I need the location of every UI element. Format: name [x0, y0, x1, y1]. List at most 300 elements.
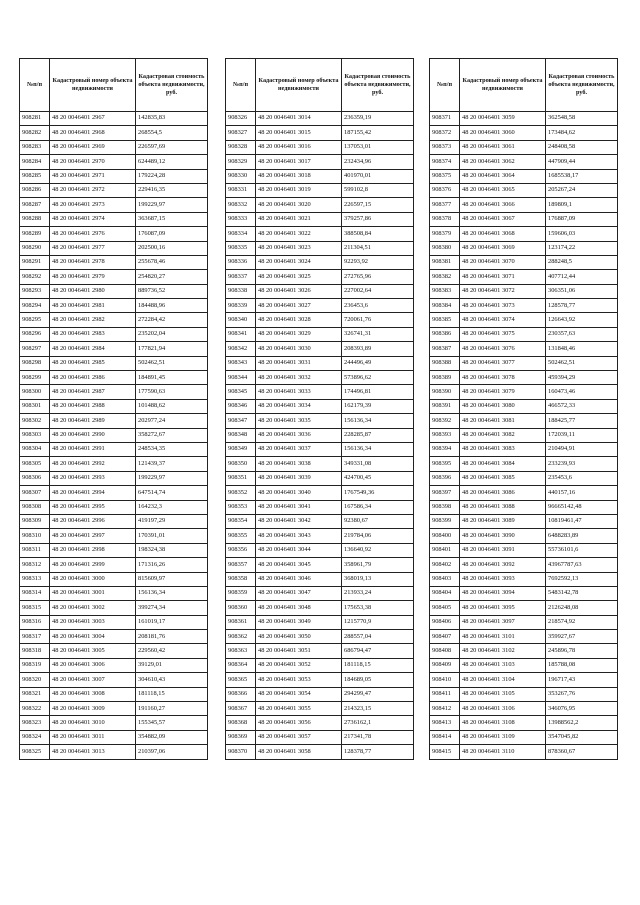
row-number: 908281: [20, 112, 50, 126]
cadastral-number: 48 20 0046401 3102: [460, 644, 546, 658]
row-number: 908363: [226, 644, 256, 658]
cadastral-number: 48 20 0046401 2993: [50, 471, 136, 485]
row-number: 908355: [226, 529, 256, 543]
row-number: 908300: [20, 385, 50, 399]
header-cadastral-number: Кадастровый номер объекта недвижимости: [256, 59, 342, 112]
row-number: 908286: [20, 183, 50, 197]
table-row: [226, 500, 414, 514]
row-number: 908339: [226, 299, 256, 313]
row-number: 908402: [430, 558, 460, 572]
table-row: [20, 327, 208, 341]
cadastral-value: 184488,96: [136, 299, 208, 313]
cadastral-number: 48 20 0046401 3040: [256, 486, 342, 500]
table-row: [430, 615, 618, 629]
cadastral-value: 164232,3: [136, 500, 208, 514]
table-row: [430, 471, 618, 485]
table-row: [20, 212, 208, 226]
row-number: 908393: [430, 428, 460, 442]
cadastral-number: 48 20 0046401 3056: [256, 716, 342, 730]
cadastral-number: 48 20 0046401 2978: [50, 255, 136, 269]
row-number: 908360: [226, 601, 256, 615]
cadastral-number: 48 20 0046401 3038: [256, 457, 342, 471]
table-row: [226, 745, 414, 759]
cadastral-value: 218574,92: [546, 615, 618, 629]
cadastral-number: 48 20 0046401 3059: [460, 112, 546, 126]
table-row: [20, 227, 208, 241]
cadastral-value: 210494,91: [546, 442, 618, 456]
table-row: [430, 558, 618, 572]
cadastral-value: 5483142,78: [546, 586, 618, 600]
cadastral-value: 176087,09: [136, 227, 208, 241]
cadastral-value: 173484,62: [546, 126, 618, 140]
table-row: [20, 198, 208, 212]
cadastral-number: 48 20 0046401 3028: [256, 313, 342, 327]
table-row: [430, 486, 618, 500]
table-row: [226, 442, 414, 456]
table-row: [430, 442, 618, 456]
table-row: [430, 601, 618, 615]
row-number: 908350: [226, 457, 256, 471]
table-row: [430, 342, 618, 356]
header-num: №п/п: [430, 59, 460, 112]
cadastral-number: 48 20 0046401 3010: [50, 716, 136, 730]
row-number: 908362: [226, 630, 256, 644]
row-number: 908295: [20, 313, 50, 327]
cadastral-value: 188425,77: [546, 414, 618, 428]
cadastral-number: 48 20 0046401 3090: [460, 529, 546, 543]
cadastral-value: 226597,15: [342, 198, 414, 212]
cadastral-number: 48 20 0046401 3026: [256, 284, 342, 298]
cadastral-number: 48 20 0046401 3014: [256, 112, 342, 126]
cadastral-value: 191160,27: [136, 702, 208, 716]
cadastral-value: 235202,04: [136, 327, 208, 341]
row-number: 908388: [430, 356, 460, 370]
table-row: [430, 529, 618, 543]
table-row: [430, 255, 618, 269]
row-number: 908361: [226, 615, 256, 629]
row-number: 908282: [20, 126, 50, 140]
table-row: [20, 658, 208, 672]
row-number: 908356: [226, 543, 256, 557]
cadastral-value: 268554,5: [136, 126, 208, 140]
header-cadastral-value: Кадастровая стоимость объекта недвижимости, руб.: [342, 59, 414, 112]
cadastral-number: 48 20 0046401 3047: [256, 586, 342, 600]
row-number: 908307: [20, 486, 50, 500]
table-row: [226, 730, 414, 744]
table-row: [20, 514, 208, 528]
cadastral-value: 624489,12: [136, 155, 208, 169]
cadastral-value: 440157,16: [546, 486, 618, 500]
cadastral-number: 48 20 0046401 2988: [50, 399, 136, 413]
table-row: [430, 212, 618, 226]
cadastral-number: 48 20 0046401 3094: [460, 586, 546, 600]
cadastral-number: 48 20 0046401 3023: [256, 241, 342, 255]
cadastral-value: 447909,44: [546, 155, 618, 169]
row-number: 908331: [226, 183, 256, 197]
table-row: [430, 356, 618, 370]
row-number: 908327: [226, 126, 256, 140]
row-number: 908373: [430, 140, 460, 154]
row-number: 908299: [20, 371, 50, 385]
row-number: 908340: [226, 313, 256, 327]
cadastral-value: 363687,15: [136, 212, 208, 226]
table-row: [226, 615, 414, 629]
table-row: [226, 198, 414, 212]
cadastral-number: 48 20 0046401 3079: [460, 385, 546, 399]
table-row: [20, 428, 208, 442]
table-row: [20, 169, 208, 183]
table-row: [20, 486, 208, 500]
cadastral-value: 174496,81: [342, 385, 414, 399]
cadastral-number: 48 20 0046401 3074: [460, 313, 546, 327]
cadastral-table-2: [225, 58, 414, 760]
cadastral-number: 48 20 0046401 3062: [460, 155, 546, 169]
cadastral-value: 202977,24: [136, 414, 208, 428]
row-number: 908311: [20, 543, 50, 557]
cadastral-value: 2736162,1: [342, 716, 414, 730]
row-number: 908316: [20, 615, 50, 629]
cadastral-value: 176887,09: [546, 212, 618, 226]
cadastral-value: 686794,47: [342, 644, 414, 658]
cadastral-value: 502462,51: [136, 356, 208, 370]
row-number: 908352: [226, 486, 256, 500]
row-number: 908411: [430, 687, 460, 701]
table-row: [20, 270, 208, 284]
cadastral-value: 185788,08: [546, 658, 618, 672]
cadastral-value: 229560,42: [136, 644, 208, 658]
cadastral-value: 175653,38: [342, 601, 414, 615]
cadastral-number: 48 20 0046401 3067: [460, 212, 546, 226]
cadastral-number: 48 20 0046401 3069: [460, 241, 546, 255]
cadastral-value: 388508,84: [342, 227, 414, 241]
cadastral-value: 205267,24: [546, 183, 618, 197]
row-number: 908284: [20, 155, 50, 169]
table-row: [20, 543, 208, 557]
cadastral-number: 48 20 0046401 3091: [460, 543, 546, 557]
table-row: [430, 313, 618, 327]
cadastral-value: 170391,01: [136, 529, 208, 543]
row-number: 908378: [430, 212, 460, 226]
cadastral-value: 326741,31: [342, 327, 414, 341]
row-number: 908387: [430, 342, 460, 356]
cadastral-value: 208181,76: [136, 630, 208, 644]
table-row: [226, 212, 414, 226]
table-row: [226, 486, 414, 500]
row-number: 908332: [226, 198, 256, 212]
cadastral-number: 48 20 0046401 3013: [50, 745, 136, 759]
table-row: [226, 270, 414, 284]
table-row: [430, 227, 618, 241]
row-number: 908397: [430, 486, 460, 500]
row-number: 908408: [430, 644, 460, 658]
cadastral-number: 48 20 0046401 2972: [50, 183, 136, 197]
cadastral-value: 159606,03: [546, 227, 618, 241]
cadastral-number: 48 20 0046401 3088: [460, 500, 546, 514]
cadastral-number: 48 20 0046401 3052: [256, 658, 342, 672]
cadastral-number: 48 20 0046401 3009: [50, 702, 136, 716]
cadastral-value: 156136,34: [342, 442, 414, 456]
row-number: 908303: [20, 428, 50, 442]
cadastral-number: 48 20 0046401 3021: [256, 212, 342, 226]
cadastral-number: 48 20 0046401 3015: [256, 126, 342, 140]
cadastral-number: 48 20 0046401 2990: [50, 428, 136, 442]
header-cadastral-number: Кадастровый номер объекта недвижимости: [460, 59, 546, 112]
table-row: [430, 543, 618, 557]
row-number: 908320: [20, 673, 50, 687]
row-number: 908380: [430, 241, 460, 255]
cadastral-value: 199229,97: [136, 471, 208, 485]
cadastral-value: 399274,34: [136, 601, 208, 615]
cadastral-number: 48 20 0046401 2984: [50, 342, 136, 356]
cadastral-value: 213933,24: [342, 586, 414, 600]
cadastral-value: 349331,08: [342, 457, 414, 471]
cadastral-number: 48 20 0046401 2992: [50, 457, 136, 471]
cadastral-number: 48 20 0046401 3029: [256, 327, 342, 341]
row-number: 908384: [430, 299, 460, 313]
cadastral-value: 401970,01: [342, 169, 414, 183]
row-number: 908347: [226, 414, 256, 428]
table-row: [226, 342, 414, 356]
row-number: 908354: [226, 514, 256, 528]
cadastral-value: 187155,42: [342, 126, 414, 140]
row-number: 908283: [20, 140, 50, 154]
table-row: [226, 457, 414, 471]
table-row: [20, 442, 208, 456]
row-number: 908346: [226, 399, 256, 413]
row-number: 908370: [226, 745, 256, 759]
row-number: 908326: [226, 112, 256, 126]
table-row: [20, 630, 208, 644]
table-header-row: [226, 59, 414, 112]
row-number: 908349: [226, 442, 256, 456]
row-number: 908302: [20, 414, 50, 428]
table-row: [226, 327, 414, 341]
cadastral-number: 48 20 0046401 3106: [460, 702, 546, 716]
row-number: 908318: [20, 644, 50, 658]
cadastral-value: 255678,46: [136, 255, 208, 269]
cadastral-value: 878360,67: [546, 745, 618, 759]
row-number: 908296: [20, 327, 50, 341]
row-number: 908333: [226, 212, 256, 226]
cadastral-number: 48 20 0046401 2976: [50, 227, 136, 241]
cadastral-value: 128578,77: [546, 299, 618, 313]
cadastral-value: 96665142,48: [546, 500, 618, 514]
cadastral-number: 48 20 0046401 2995: [50, 500, 136, 514]
cadastral-value: 196717,43: [546, 673, 618, 687]
cadastral-value: 189809,1: [546, 198, 618, 212]
row-number: 908367: [226, 702, 256, 716]
cadastral-number: 48 20 0046401 3064: [460, 169, 546, 183]
table-row: [20, 730, 208, 744]
row-number: 908406: [430, 615, 460, 629]
row-number: 908389: [430, 371, 460, 385]
row-number: 908359: [226, 586, 256, 600]
cadastral-value: 155345,57: [136, 716, 208, 730]
cadastral-number: 48 20 0046401 3039: [256, 471, 342, 485]
table-row: [430, 730, 618, 744]
cadastral-value: 245896,78: [546, 644, 618, 658]
row-number: 908398: [430, 500, 460, 514]
cadastral-number: 48 20 0046401 3032: [256, 371, 342, 385]
table-row: [20, 342, 208, 356]
cadastral-value: 304610,43: [136, 673, 208, 687]
header-cadastral-value: Кадастровая стоимость объекта недвижимости, руб.: [546, 59, 618, 112]
row-number: 908394: [430, 442, 460, 456]
cadastral-value: 121439,37: [136, 457, 208, 471]
cadastral-number: 48 20 0046401 3025: [256, 270, 342, 284]
cadastral-number: 48 20 0046401 3072: [460, 284, 546, 298]
cadastral-value: 1767549,36: [342, 486, 414, 500]
table-row: [226, 630, 414, 644]
cadastral-number: 48 20 0046401 3044: [256, 543, 342, 557]
cadastral-number: 48 20 0046401 3083: [460, 442, 546, 456]
cadastral-value: 171316,26: [136, 558, 208, 572]
cadastral-number: 48 20 0046401 2980: [50, 284, 136, 298]
row-number: 908297: [20, 342, 50, 356]
cadastral-number: 48 20 0046401 3018: [256, 169, 342, 183]
cadastral-number: 48 20 0046401 3035: [256, 414, 342, 428]
cadastral-number: 48 20 0046401 3019: [256, 183, 342, 197]
table-row: [20, 644, 208, 658]
row-number: 908305: [20, 457, 50, 471]
table-header-row: [430, 59, 618, 112]
table-row: [20, 112, 208, 126]
table-row: [20, 615, 208, 629]
cadastral-number: 48 20 0046401 2999: [50, 558, 136, 572]
table-row: [430, 112, 618, 126]
cadastral-value: 232434,96: [342, 155, 414, 169]
cadastral-value: 208393,89: [342, 342, 414, 356]
row-number: 908381: [430, 255, 460, 269]
cadastral-number: 48 20 0046401 3033: [256, 385, 342, 399]
cadastral-number: 48 20 0046401 3065: [460, 183, 546, 197]
table-row: [430, 716, 618, 730]
cadastral-number: 48 20 0046401 2997: [50, 529, 136, 543]
cadastral-value: 177590,63: [136, 385, 208, 399]
cadastral-number: 48 20 0046401 3095: [460, 601, 546, 615]
table-row: [20, 183, 208, 197]
row-number: 908412: [430, 702, 460, 716]
cadastral-value: 214323,15: [342, 702, 414, 716]
row-number: 908322: [20, 702, 50, 716]
table-row: [20, 299, 208, 313]
row-number: 908291: [20, 255, 50, 269]
row-number: 908329: [226, 155, 256, 169]
row-number: 908358: [226, 572, 256, 586]
cadastral-value: 92293,92: [342, 255, 414, 269]
table-row: [20, 399, 208, 413]
table-row: [430, 745, 618, 759]
cadastral-value: 358272,67: [136, 428, 208, 442]
table-row: [226, 428, 414, 442]
row-number: 908315: [20, 601, 50, 615]
table-row: [430, 658, 618, 672]
table-row: [20, 414, 208, 428]
cadastral-number: 48 20 0046401 3037: [256, 442, 342, 456]
cadastral-value: 6488283,89: [546, 529, 618, 543]
cadastral-number: 48 20 0046401 2967: [50, 112, 136, 126]
cadastral-number: 48 20 0046401 2979: [50, 270, 136, 284]
cadastral-number: 48 20 0046401 3051: [256, 644, 342, 658]
table-row: [226, 140, 414, 154]
table-row: [226, 687, 414, 701]
cadastral-value: 346076,95: [546, 702, 618, 716]
table-row: [20, 529, 208, 543]
cadastral-value: 235453,6: [546, 471, 618, 485]
row-number: 908306: [20, 471, 50, 485]
cadastral-number: 48 20 0046401 3002: [50, 601, 136, 615]
row-number: 908401: [430, 543, 460, 557]
cadastral-number: 48 20 0046401 3024: [256, 255, 342, 269]
header-num: №п/п: [226, 59, 256, 112]
cadastral-number: 48 20 0046401 3048: [256, 601, 342, 615]
row-number: 908285: [20, 169, 50, 183]
table-row: [226, 183, 414, 197]
table-row: [430, 327, 618, 341]
row-number: 908313: [20, 572, 50, 586]
row-number: 908395: [430, 457, 460, 471]
cadastral-value: 172039,11: [546, 428, 618, 442]
cadastral-value: 294299,47: [342, 687, 414, 701]
row-number: 908289: [20, 227, 50, 241]
cadastral-value: 230357,63: [546, 327, 618, 341]
cadastral-number: 48 20 0046401 3054: [256, 687, 342, 701]
cadastral-number: 48 20 0046401 3046: [256, 572, 342, 586]
cadastral-number: 48 20 0046401 3084: [460, 457, 546, 471]
cadastral-table-3: [429, 58, 618, 760]
cadastral-value: 199229,97: [136, 198, 208, 212]
cadastral-number: 48 20 0046401 3041: [256, 500, 342, 514]
cadastral-number: 48 20 0046401 3027: [256, 299, 342, 313]
table-row: [20, 558, 208, 572]
table-row: [430, 270, 618, 284]
cadastral-number: 48 20 0046401 3007: [50, 673, 136, 687]
cadastral-number: 48 20 0046401 2994: [50, 486, 136, 500]
row-number: 908301: [20, 399, 50, 413]
row-number: 908375: [430, 169, 460, 183]
row-number: 908334: [226, 227, 256, 241]
row-number: 908304: [20, 442, 50, 456]
cadastral-number: 48 20 0046401 2982: [50, 313, 136, 327]
cadastral-number: 48 20 0046401 3050: [256, 630, 342, 644]
cadastral-number: 48 20 0046401 3036: [256, 428, 342, 442]
cadastral-value: 7692592,13: [546, 572, 618, 586]
cadastral-number: 48 20 0046401 3097: [460, 615, 546, 629]
cadastral-value: 424700,45: [342, 471, 414, 485]
table-row: [20, 457, 208, 471]
table-row: [430, 155, 618, 169]
cadastral-number: 48 20 0046401 3105: [460, 687, 546, 701]
row-number: 908343: [226, 356, 256, 370]
row-number: 908310: [20, 529, 50, 543]
row-number: 908368: [226, 716, 256, 730]
cadastral-number: 48 20 0046401 2973: [50, 198, 136, 212]
row-number: 908287: [20, 198, 50, 212]
row-number: 908292: [20, 270, 50, 284]
cadastral-value: 167586,34: [342, 500, 414, 514]
table-row: [226, 414, 414, 428]
row-number: 908403: [430, 572, 460, 586]
row-number: 908365: [226, 673, 256, 687]
cadastral-number: 48 20 0046401 3008: [50, 687, 136, 701]
row-number: 908324: [20, 730, 50, 744]
row-number: 908379: [430, 227, 460, 241]
cadastral-number: 48 20 0046401 3073: [460, 299, 546, 313]
cadastral-value: 359927,67: [546, 630, 618, 644]
cadastral-number: 48 20 0046401 3053: [256, 673, 342, 687]
row-number: 908345: [226, 385, 256, 399]
cadastral-value: 211304,51: [342, 241, 414, 255]
